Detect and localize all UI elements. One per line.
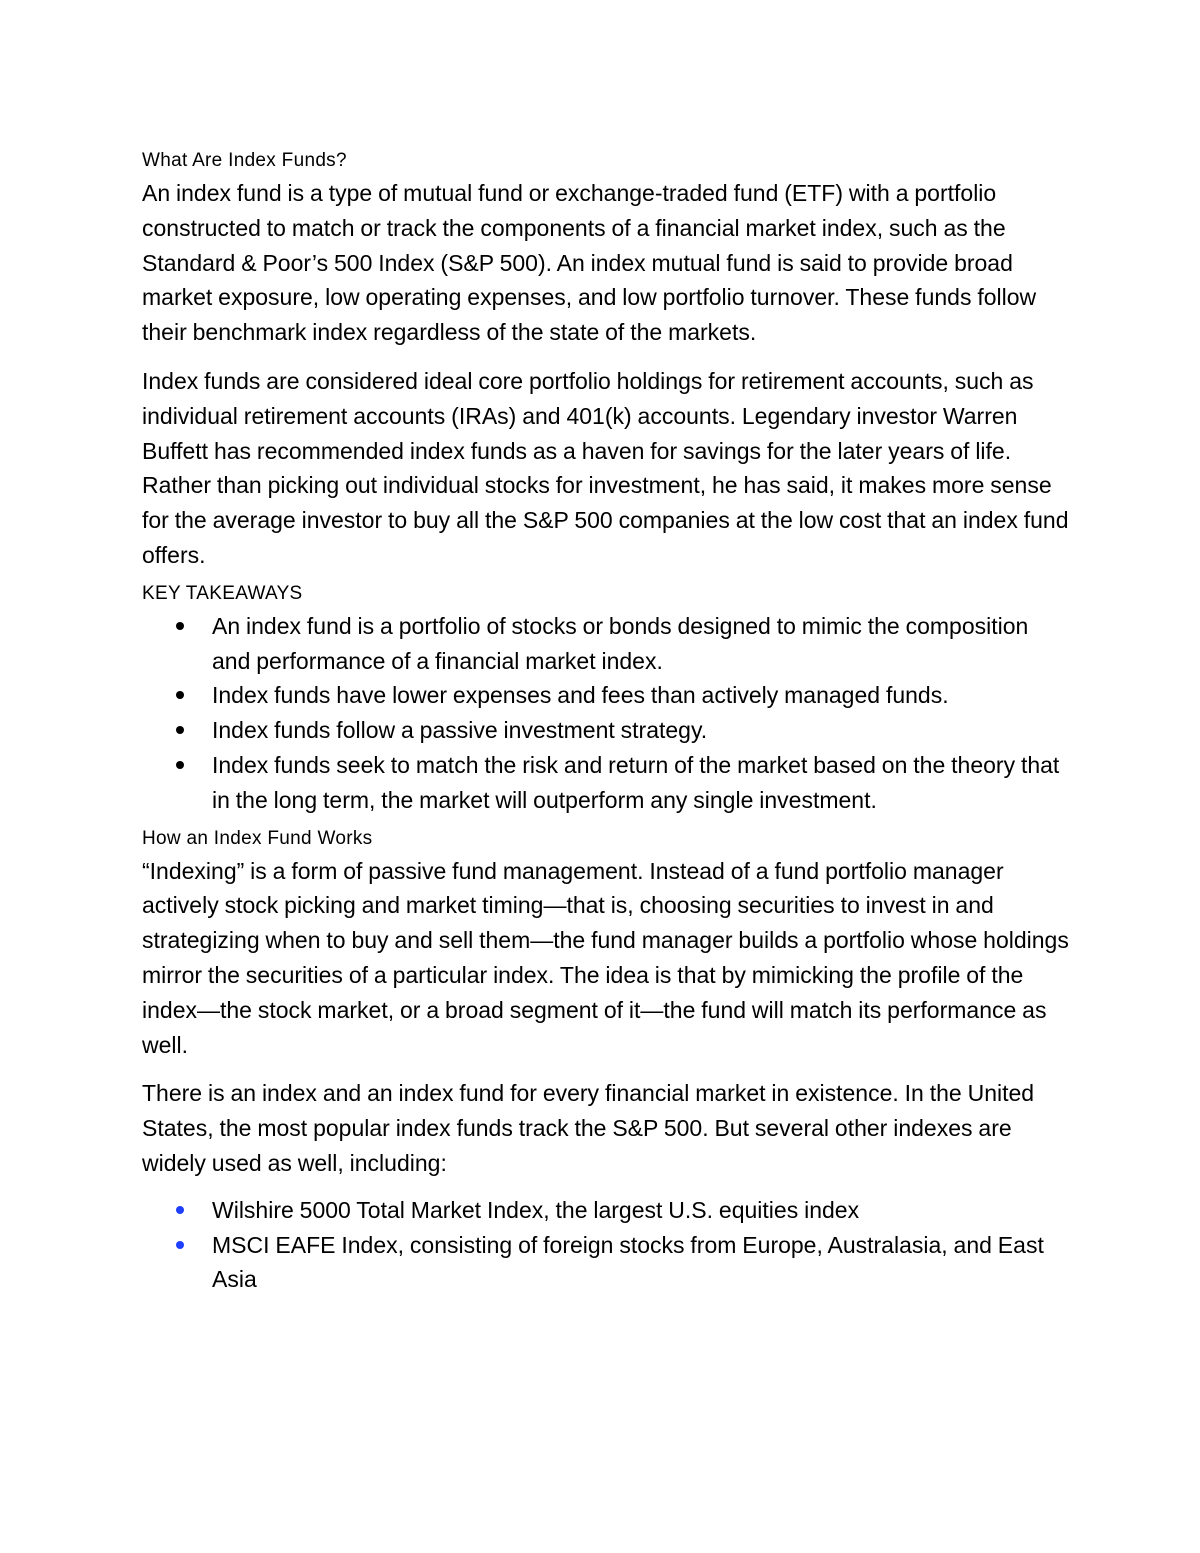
heading-what-are-index-funds: What Are Index Funds?: [142, 150, 347, 171]
bullet-icon: [176, 761, 184, 769]
list-item: [212, 609, 1072, 679]
paragraph-other-indexes: There is an index and an index fund for every financial market in existence. In the United States, the most popular index funds track the S&P 500. But several other indexes are widely used as well, including:: [142, 1080, 1035, 1176]
paragraph-definition: An index fund is a type of mutual fund or exchange-traded fund (ETF) with a portfolio constructed to match or track the components of a financial market index, such as the Standard & Poor’s 500 Index (S&P 500). An index mutual fund is said to provide broad market exposure, low operating expenses, and low portfolio turnover. These funds follow their benchmark index regardless of the state of the markets.: [142, 180, 1037, 346]
list-item: [212, 748, 1072, 818]
bullet-icon: [176, 1241, 184, 1249]
document-page: [142, 146, 1072, 1297]
list-item: [212, 1228, 1072, 1298]
paragraph-indexing: “Indexing” is a form of passive fund management. Instead of a fund portfolio manager actively stock picking and market timing—that is, choosing securities to invest in and strategizing when to buy and sell them—the fund manager builds a portfolio whose holdings mirror the securities of a particular index. The idea is that by mimicking the profile of the index—the stock market, or a broad segment of it—the fund will match its performance as well.: [142, 857, 1069, 1058]
list-item-text: MSCI EAFE Index, consisting of foreign stocks from Europe, Australasia, and East Asia: [212, 1231, 1044, 1293]
list-item: [212, 678, 1072, 713]
list-item-text: Index funds have lower expenses and fees than actively managed funds.: [212, 682, 949, 709]
bullet-icon: [176, 622, 184, 630]
list-item-text: Index funds seek to match the risk and return of the market based on the theory that in the long term, the market will outperform any single investment.: [212, 751, 1060, 813]
key-takeaways-list: [142, 609, 1072, 818]
indexes-list: [142, 1193, 1072, 1297]
heading-key-takeaways: KEY TAKEAWAYS: [142, 582, 303, 604]
paragraph-retirement: Index funds are considered ideal core portfolio holdings for retirement accounts, such as individual retirement accounts (IRAs) and 401(k) accounts. Legendary investor Warren Buffett has recommended index funds as a haven for savings for the later years of life. Rather than picking out individual stocks for investment, he has said, it makes more sense for the average investor to buy all the S&P 500 companies at the low cost that an index fund offers.: [142, 367, 1069, 568]
list-item-text: Index funds follow a passive investment strategy.: [212, 717, 708, 744]
list-item: [212, 1193, 1072, 1228]
list-item-text: Wilshire 5000 Total Market Index, the largest U.S. equities index: [212, 1196, 860, 1223]
bullet-icon: [176, 691, 184, 699]
bullet-icon: [176, 1206, 184, 1214]
heading-how-index-fund-works: How an Index Fund Works: [142, 827, 373, 849]
bullet-icon: [176, 726, 184, 734]
list-item: [212, 713, 1072, 748]
list-item-text: An index fund is a portfolio of stocks or bonds designed to mimic the composition and performance of a financial market index.: [212, 612, 1029, 674]
